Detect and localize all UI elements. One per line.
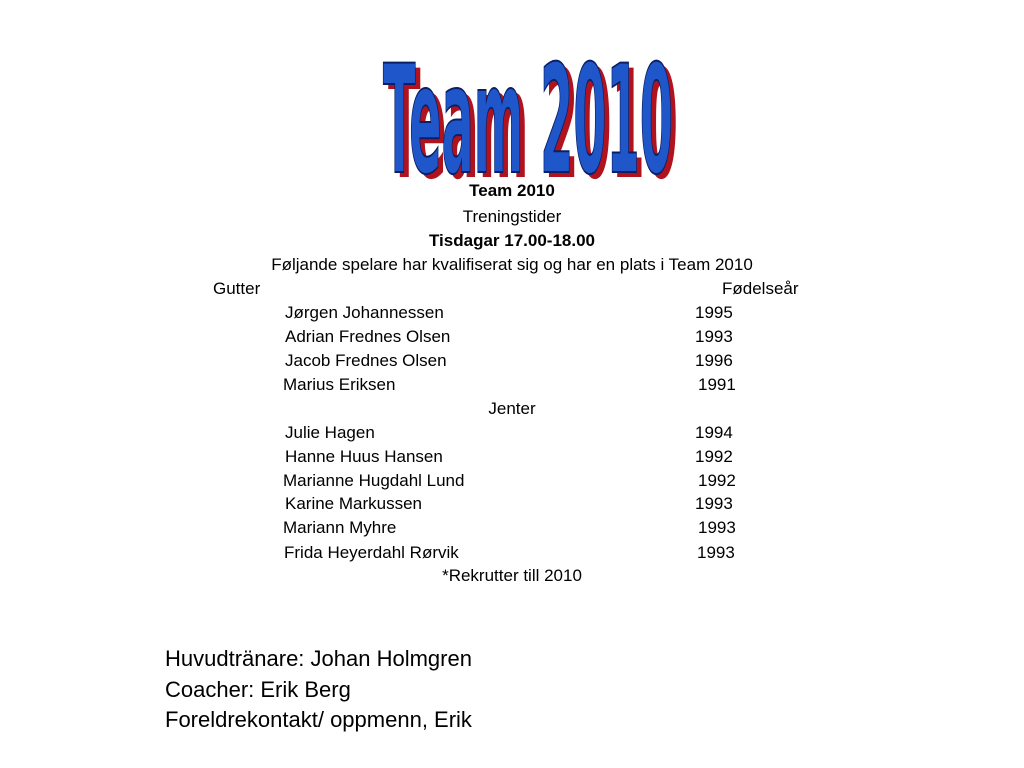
logo-shadow-text: Team 2010 <box>388 39 678 184</box>
player-year: 1993 <box>695 494 733 513</box>
heading-subtitle: Treningstider <box>462 207 562 226</box>
player-name: Hanne Huus Hansen <box>285 447 443 466</box>
player-year: 1996 <box>695 351 733 370</box>
player-name: Julie Hagen <box>285 423 375 442</box>
player-name: Mariann Myhre <box>283 518 397 537</box>
player-name: Karine Markussen <box>285 494 423 513</box>
coach: Coacher: Erik Berg <box>165 677 351 702</box>
player-year: 1992 <box>695 447 733 466</box>
intro-text: Føljande spelare har kvalifiserat sig og har en plats i Team 2010 <box>271 255 753 274</box>
logo-text: Team 2010 <box>383 34 673 184</box>
player-name: Adrian Frednes Olsen <box>285 327 451 346</box>
player-name: Marius Eriksen <box>283 375 396 394</box>
girls-label: Jenter <box>488 399 536 418</box>
player-year: 1992 <box>698 471 736 490</box>
player-year: 1993 <box>698 518 736 537</box>
training-schedule: Tisdagar 17.00-18.00 <box>428 231 595 250</box>
player-year: 1993 <box>697 543 735 562</box>
player-name: Jørgen Johannessen <box>285 303 444 322</box>
player-year: 1993 <box>695 327 733 346</box>
birth-year-header: Fødelseår <box>722 279 799 298</box>
player-name: Marianne Hugdahl Lund <box>283 471 465 490</box>
recruits-note: *Rekrutter till 2010 <box>442 566 582 585</box>
player-name: Frida Heyerdahl Rørvik <box>284 543 459 562</box>
head-coach: Huvudtränare: Johan Holmgren <box>165 646 472 671</box>
parent-contact: Foreldrekontakt/ oppmenn, Erik <box>165 707 472 732</box>
player-name: Jacob Frednes Olsen <box>285 351 447 370</box>
player-year: 1995 <box>695 303 733 322</box>
player-year: 1991 <box>698 375 736 394</box>
player-year: 1994 <box>695 423 733 442</box>
boys-label: Gutter <box>213 279 261 298</box>
team-logo <box>373 22 693 184</box>
heading-title: Team 2010 <box>469 181 555 200</box>
